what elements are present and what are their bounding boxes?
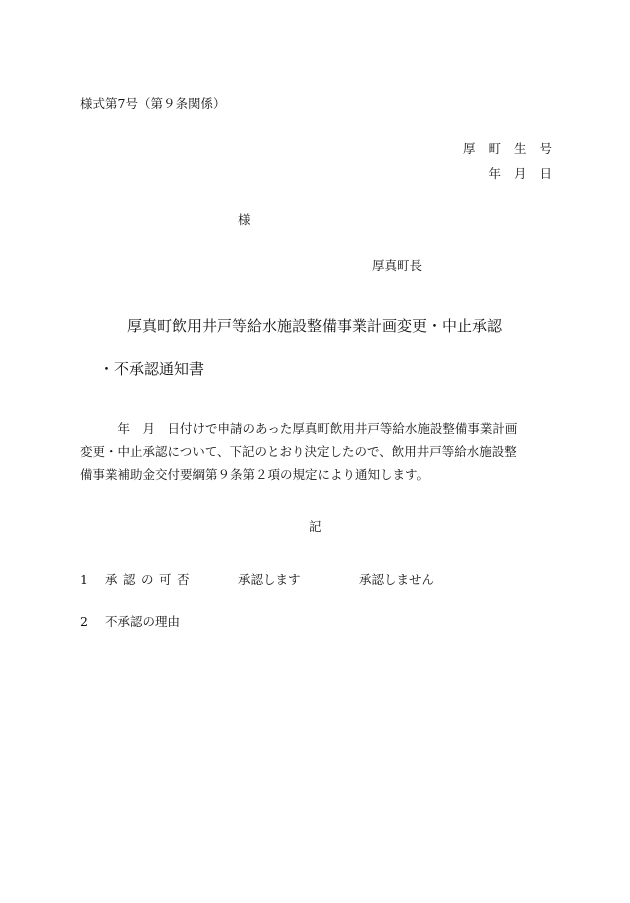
document-date: 年月日 [488, 166, 565, 181]
body-paragraph [80, 417, 555, 486]
document-title-line2: ・不承認通知書 [99, 360, 205, 378]
item-number: 1 [80, 572, 88, 587]
document-number: 厚町生号 [462, 141, 565, 156]
item-number: 2 [80, 614, 88, 629]
body-line-1: 年 月 日付けで申請のあった厚真町飲用井戸等給水施設整備事業計画 [80, 421, 518, 436]
option-approve: 承認します [238, 572, 301, 587]
body-line-3: 備事業補助金交付要綱第９条第２項の規定により通知します。 [80, 467, 430, 482]
item-label: 不承認の理由 [105, 614, 181, 629]
item-approval-decision [80, 570, 434, 588]
item-label: 承認の可否 [105, 572, 196, 587]
document-title-line1: 厚真町飲用井戸等給水施設整備事業計画変更・中止承認 [127, 317, 503, 335]
sender: 厚真町長 [372, 258, 423, 273]
option-reject: 承認しません [359, 572, 435, 587]
item-rejection-reason [80, 612, 180, 630]
body-line-2: 変更・中止承認について、下記のとおり決定したので、飲用井戸等給水施設整 [80, 444, 517, 459]
form-number: 様式第7号（第９条関係） [80, 96, 226, 111]
addressee: 様 [238, 212, 251, 227]
note-heading: 記 [309, 519, 322, 534]
